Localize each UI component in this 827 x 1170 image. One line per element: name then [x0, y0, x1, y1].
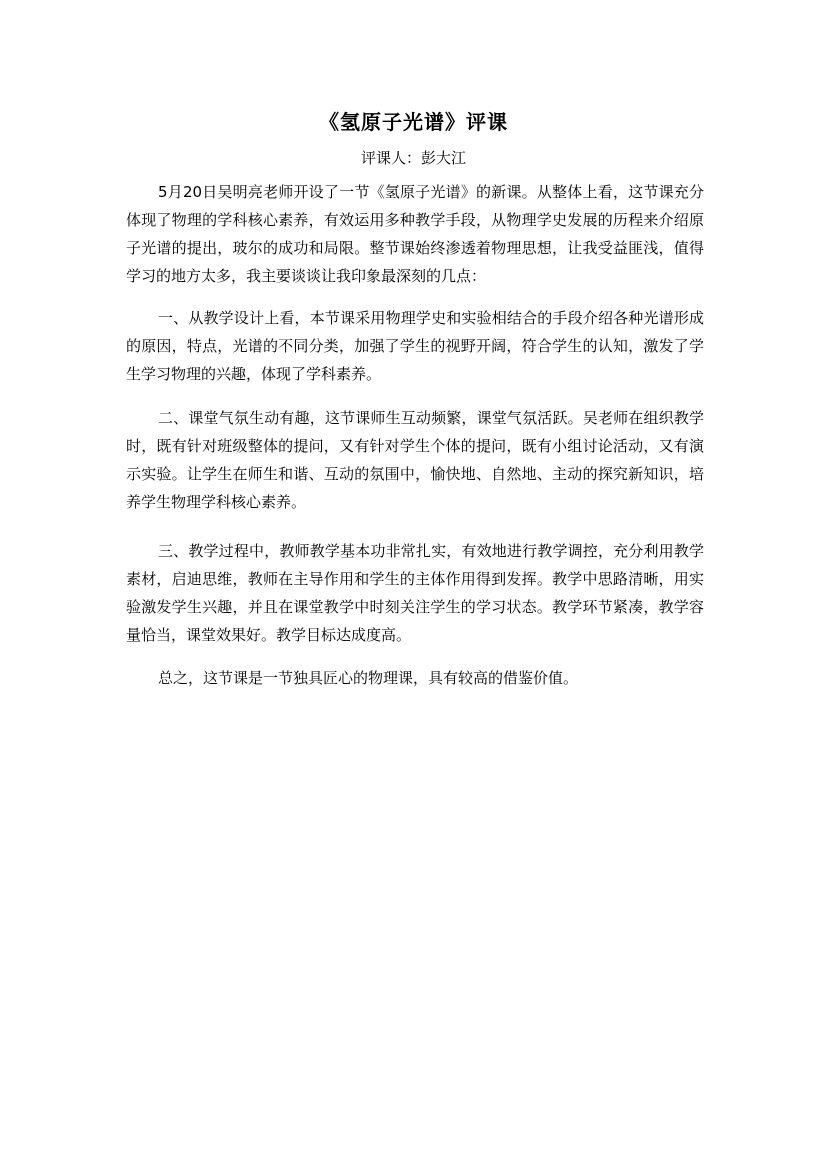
paragraph-point-2: 二、课堂气氛生动有趣，这节课师生互动频繁，课堂气氛活跃。吴老师在组织教学时，既有针对班级整体的提问，又有针对学生个体的提问，既有小组讨论活动，又有演示实验。让学生在师生和谐、互动的氛围中，愉快地、自然地、主动的探究新知识，培养学生物理学科核心素养。 — [126, 409, 704, 511]
author-line: 评课人：彭大江 — [360, 149, 466, 167]
paragraph-point-1: 一、从教学设计上看，本节课采用物理学史和实验相结合的手段介绍各种光谱形成的原因，特点，光谱的不同分类，加强了学生的视野开阔，符合学生的认知，激发了学生学习物理的兴趣，体现了学科素养。 — [126, 309, 704, 383]
paragraph-point-3: 三、教学过程中，教师教学基本功非常扎实，有效地进行教学调控，充分利用教学素材，启迪思维，教师在主导作用和学生的主体作用得到发挥。教学中思路清晰，用实验激发学生兴趣，并且在课堂教学中时刻关注学生的学习状态。教学环节紧凑，教学容量恰当，课堂效果好。教学目标达成度高。 — [126, 542, 704, 644]
paragraph-conclusion: 总之，这节课是一节独具匠心的物理课，具有较高的借鉴价值。 — [158, 669, 579, 687]
paragraph-intro: 5月20日吴明亮老师开设了一节《氢原子光谱》的新课。从整体上看，这节课充分体现了物理的学科核心素养，有效运用多种教学手段，从物理学史发展的历程来介绍原子光谱的提出，玻尔的成功和局限。整节课始终渗透着物理思想，让我受益匪浅，值得学习的地方太多，我主要谈谈让我印象最深刻的几点： — [126, 183, 704, 285]
document-title: 《氢原子光谱》评课 — [319, 110, 508, 134]
